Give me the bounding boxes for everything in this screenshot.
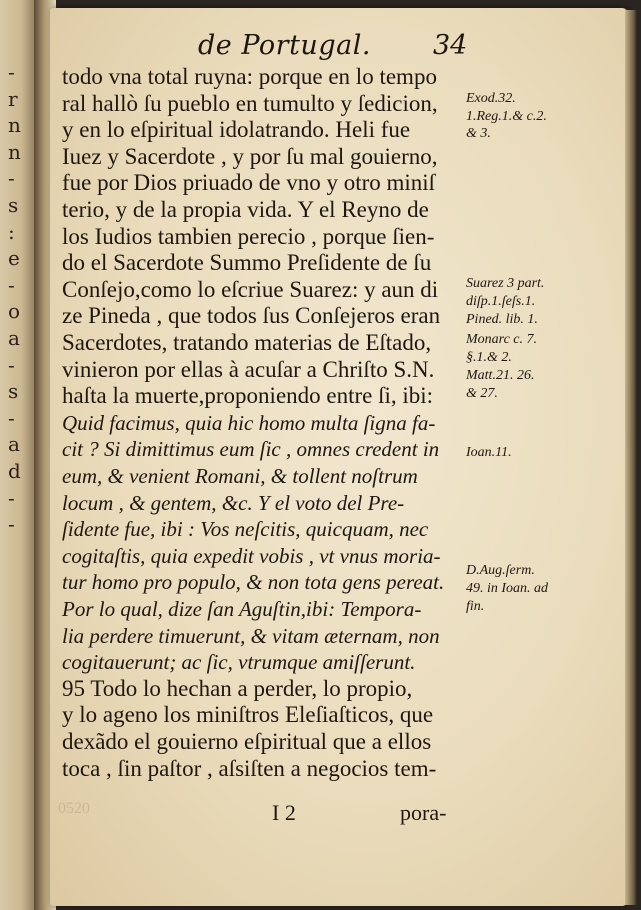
text-line: Iuez y Sacerdote , y por ſu mal gouierno, [62, 143, 438, 169]
catchword: pora- [400, 800, 447, 825]
margin-note: Matt.21. 26. [466, 368, 535, 383]
prev-page-char: s [8, 193, 19, 217]
prev-page-char: - [8, 512, 15, 537]
prev-page-char: : [8, 219, 15, 244]
text-line: eum, & venient Romani, & tollent noſtrum [62, 464, 418, 488]
text-line: Por lo qual, dize ſan Aguſtin,ibi: Tempora- [62, 597, 422, 621]
text-line: vinieron por ellas à acuſar a Chriſto S.N. [62, 356, 435, 382]
text-line: tur homo pro populo, & non tota gens pereat. [62, 570, 445, 595]
text-line: 95 Todo lo hechan a perder, lo propio, [62, 675, 413, 701]
text-line: cogitauerunt; ac ſic, vtrumque amiſſerunt. [62, 650, 416, 675]
prev-page-char: d [8, 459, 21, 483]
text-line: locum , & gentem, &c. Y el voto del Pre- [62, 490, 405, 515]
text-line: ral hallò ſu pueblo en tumulto y ſedicion, [62, 90, 438, 116]
text-line: do el Sacerdote Summo Preſidente de ſu [62, 250, 432, 276]
margin-note: D.Aug.ſerm. [466, 563, 535, 578]
margin-note: & 3. [466, 126, 491, 141]
margin-note: §.1.& 2. [466, 350, 512, 365]
text-line: lia perdere timuerunt, & vitam æternam, non [62, 623, 440, 648]
margin-note: Exod.32. [466, 91, 516, 106]
text-line: ze Pineda , que todos ſus Conſejeros eran [62, 303, 441, 329]
prev-page-char: n [8, 139, 21, 164]
prev-page-char: - [8, 352, 15, 377]
margin-note: fin. [466, 599, 485, 614]
text-line: cit ? Si dimittimus eum ſic , omnes credent in [62, 437, 440, 462]
page-edge [625, 10, 637, 905]
prev-page-char: - [8, 166, 15, 191]
text-line: ſidente fue, ibi : Vos neſcitis, quicquam, nec [62, 517, 429, 542]
margin-note: Monarc c. 7. [466, 332, 538, 347]
prev-page-char: - [8, 485, 15, 510]
prev-page-char: a [8, 432, 20, 457]
margin-note: 1.Reg.1.& c.2. [466, 109, 547, 124]
prev-page-char: - [8, 405, 15, 430]
prev-page-char: - [8, 60, 15, 84]
margin-note: Pined. lib. 1. [466, 312, 538, 327]
text-line: y en lo eſpiritual idolatrando. Heli fue [62, 117, 411, 143]
text-line: dexãdo el gouierno eſpiritual que a ellos [62, 729, 432, 754]
text-line: todo vna total ruyna: porque en lo tempo [62, 64, 437, 89]
text-line: cogitaſtis, quia expedit vobis , vt vnus moria- [62, 543, 441, 568]
text-line: haſta la muerte,proponiendo entre ſi, ibi: [62, 383, 434, 409]
margin-note: & 27. [466, 386, 498, 401]
text-line: fue por Dios priuado de vno y otro miniſ [62, 170, 436, 196]
text-line: Conſejo,como lo eſcriue Suarez: y aun di [62, 276, 439, 302]
signature-mark: I 2 [272, 800, 296, 825]
page-number: 34 [433, 30, 468, 61]
margin-note: diſp.1.ſeſs.1. [466, 294, 536, 309]
text-line: y lo ageno los miniſtros Eleſiaſticos, que [62, 702, 434, 728]
text-line: Quid facimus, quia hic homo multa ſigna fa- [62, 410, 436, 435]
prev-page-char: n [8, 113, 21, 138]
library-stamp: 0520 [58, 800, 90, 817]
running-head: de Portugal. [198, 30, 371, 61]
prev-page-char: a [8, 326, 20, 350]
text-line: los Iudios tambien perecio , porque ſien- [62, 223, 435, 249]
margin-note: 49. in Ioan. ad [466, 581, 549, 596]
margin-note: Ioan.11. [466, 445, 512, 460]
margin-note: Suarez 3 part. [466, 276, 545, 291]
prev-page-char: r [8, 86, 18, 111]
prev-page-char: e [8, 246, 20, 271]
text-line: Sacerdotes, tratando materias de Eſtado, [62, 330, 432, 355]
prev-page-char: - [8, 272, 15, 297]
text-line: terio, y de la propia vida. Y el Reyno de [62, 197, 429, 222]
text-line: toca , ſin paſtor , aſsiſten a negocios tem- [62, 755, 437, 781]
prev-page-char: o [8, 299, 21, 324]
prev-page-char: s [8, 379, 19, 404]
